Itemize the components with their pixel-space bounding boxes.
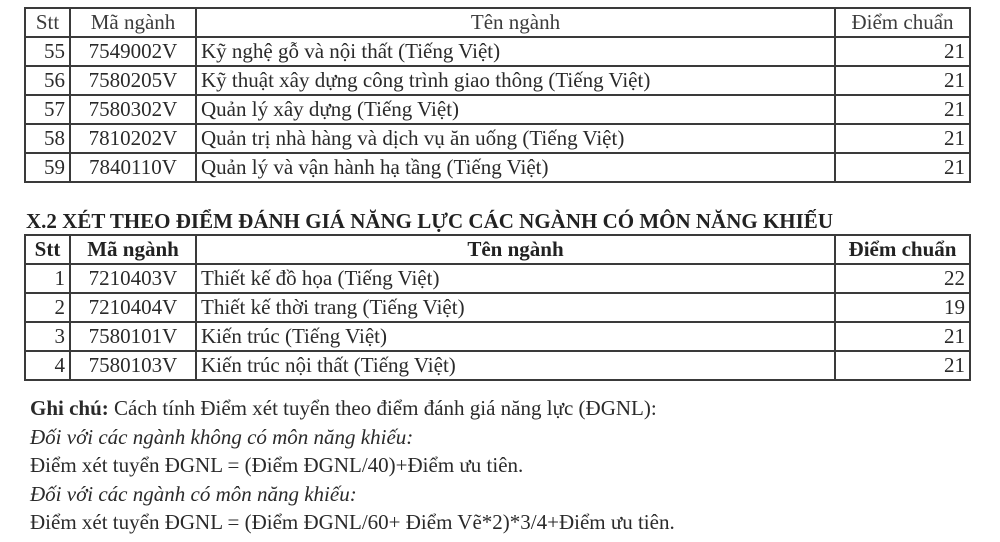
header-major-code: Mã ngành: [70, 8, 196, 37]
header-cutoff-score: Điểm chuẩn: [835, 235, 970, 264]
table-row: [25, 66, 970, 95]
notes-intro-line: [30, 394, 675, 423]
table-row: [25, 293, 970, 322]
header-major-code: Mã ngành: [70, 235, 196, 264]
cell-major-name: Quản lý xây dựng (Tiếng Việt): [196, 95, 835, 124]
header-cutoff-score: Điểm chuẩn: [835, 8, 970, 37]
case1-formula: Điểm xét tuyển ĐGNL = (Điểm ĐGNL/40)+Điểm ưu tiên.: [30, 453, 524, 477]
cell-cutoff-score: 19: [835, 293, 970, 322]
cell-stt: 2: [25, 293, 70, 322]
cell-major-code: 7810202V: [70, 124, 196, 153]
header-major-name: Tên ngành: [196, 8, 835, 37]
cell-major-code: 7210403V: [70, 264, 196, 293]
table-row: [25, 322, 970, 351]
cell-stt: 1: [25, 264, 70, 293]
case1-title: Đối với các ngành không có môn năng khiếu:: [30, 424, 414, 449]
cell-cutoff-score: 21: [835, 153, 970, 182]
cell-major-name: Quản lý và vận hành hạ tầng (Tiếng Việt): [196, 153, 835, 182]
case2-formula: Điểm xét tuyển ĐGNL = (Điểm ĐGNL/60+ Điểm Vẽ*2)*3/4+Điểm ưu tiên.: [30, 510, 675, 534]
admission-scores-table-aptitude: [24, 234, 971, 381]
table-row: [25, 264, 970, 293]
cell-cutoff-score: 21: [835, 124, 970, 153]
cell-major-code: 7580205V: [70, 66, 196, 95]
cell-major-name: Thiết kế thời trang (Tiếng Việt): [196, 293, 835, 322]
cell-major-code: 7580103V: [70, 351, 196, 380]
cell-cutoff-score: 22: [835, 264, 970, 293]
admission-scores-table-general: [24, 7, 971, 183]
cell-stt: 3: [25, 322, 70, 351]
cell-cutoff-score: 21: [835, 351, 970, 380]
cell-stt: 56: [25, 66, 70, 95]
notes-section: [30, 394, 675, 537]
table-row: [25, 124, 970, 153]
section-heading-x2: X.2 XÉT THEO ĐIỂM ĐÁNH GIÁ NĂNG LỰC CÁC NGÀNH CÓ MÔN NĂNG KHIẾU: [26, 209, 833, 233]
table-header-row: [25, 235, 970, 264]
table-row: [25, 153, 970, 182]
notes-intro-text: Cách tính Điểm xét tuyển theo điểm đánh giá năng lực (ĐGNL):: [108, 396, 657, 420]
cell-major-name: Kiến trúc nội thất (Tiếng Việt): [196, 351, 835, 380]
header-stt: Stt: [25, 8, 70, 37]
cell-stt: 4: [25, 351, 70, 380]
cell-major-name: Kỹ nghệ gỗ và nội thất (Tiếng Việt): [196, 37, 835, 66]
cell-major-code: 7210404V: [70, 293, 196, 322]
table-row: [25, 351, 970, 380]
header-stt: Stt: [25, 235, 70, 264]
cell-major-name: Kỹ thuật xây dựng công trình giao thông (Tiếng Việt): [196, 66, 835, 95]
cell-major-code: 7580302V: [70, 95, 196, 124]
table-header-row: [25, 8, 970, 37]
cell-major-code: 7549002V: [70, 37, 196, 66]
cell-stt: 57: [25, 95, 70, 124]
cell-major-name: Thiết kế đồ họa (Tiếng Việt): [196, 264, 835, 293]
cell-cutoff-score: 21: [835, 322, 970, 351]
cell-major-code: 7580101V: [70, 322, 196, 351]
table-row: [25, 95, 970, 124]
case2-title: Đối với các ngành có môn năng khiếu:: [30, 481, 357, 506]
cell-major-code: 7840110V: [70, 153, 196, 182]
cell-cutoff-score: 21: [835, 66, 970, 95]
cell-major-name: Quản trị nhà hàng và dịch vụ ăn uống (Tiếng Việt): [196, 124, 835, 153]
table-row: [25, 37, 970, 66]
cell-cutoff-score: 21: [835, 95, 970, 124]
cell-stt: 59: [25, 153, 70, 182]
notes-label: Ghi chú:: [30, 396, 109, 420]
cell-stt: 55: [25, 37, 70, 66]
cell-cutoff-score: 21: [835, 37, 970, 66]
cell-stt: 58: [25, 124, 70, 153]
cell-major-name: Kiến trúc (Tiếng Việt): [196, 322, 835, 351]
header-major-name: Tên ngành: [196, 235, 835, 264]
